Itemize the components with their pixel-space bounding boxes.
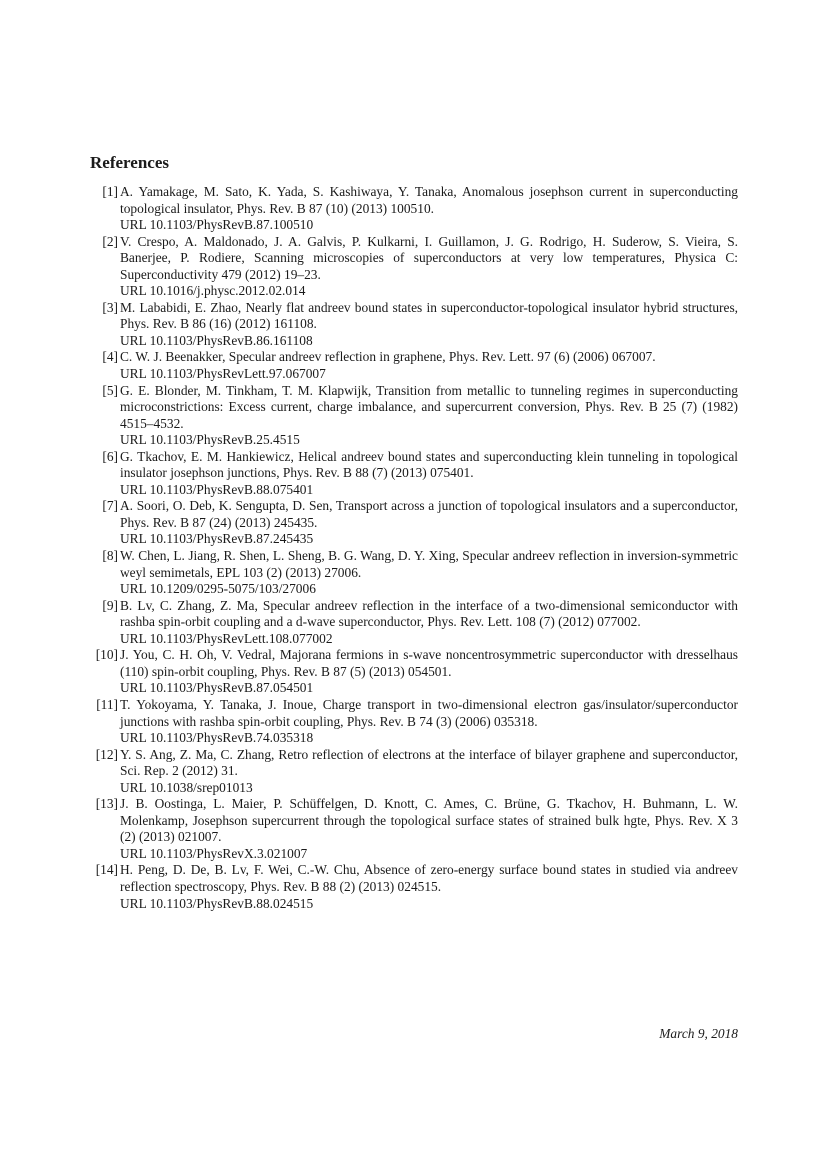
reference-url-link[interactable]: URL 10.1103/PhysRevB.87.100510: [120, 217, 314, 233]
reference-item-11: [90, 697, 738, 747]
reference-item-5: [90, 383, 738, 449]
reference-url-link[interactable]: URL 10.1103/PhysRevB.88.075401: [120, 481, 314, 497]
reference-body: [118, 647, 738, 697]
reference-citation: J. B. Oostinga, L. Maier, P. Schüffelgen, D. Knott, C. Ames, C. Brüne, G. Tkachov, H. Buhmann, L. W. Molenkamp, Josephson supercurrent through the topological surface states of strained bulk hgte, Phys. Rev. X 3 (2) (2013) 021007.: [120, 796, 738, 845]
reference-citation: M. Lababidi, E. Zhao, Nearly flat andreev bound states in superconductor-topological insulator hybrid structures, Phys. Rev. B 86 (16) (2012) 161108.: [120, 299, 738, 332]
reference-list: [90, 184, 738, 912]
reference-url-link[interactable]: URL 10.1103/PhysRevB.74.035318: [120, 730, 314, 746]
references-heading: References: [90, 153, 169, 172]
reference-body: [118, 697, 738, 747]
reference-item-12: [90, 747, 738, 797]
reference-url-link[interactable]: URL 10.1103/PhysRevLett.97.067007: [120, 366, 326, 382]
reference-item-14: [90, 862, 738, 912]
reference-body: [118, 234, 738, 300]
reference-number: [11]: [96, 696, 118, 712]
reference-number: [2]: [102, 233, 118, 249]
reference-item-8: [90, 548, 738, 598]
reference-number: [4]: [102, 349, 118, 365]
reference-item-4: [90, 349, 738, 382]
reference-citation: C. W. J. Beenakker, Specular andreev reflection in graphene, Phys. Rev. Lett. 97 (6) (2006) 067007.: [120, 349, 656, 365]
reference-citation: G. E. Blonder, M. Tinkham, T. M. Klapwijk, Transition from metallic to tunneling regimes in superconducting microconstrictions: Excess current, charge imbalance, and supercurrent conversion, Phys. Rev. B 25 (7) (1982) 4515–4532.: [120, 382, 738, 431]
reference-body: [118, 449, 738, 499]
reference-item-2: [90, 234, 738, 300]
reference-citation: A. Soori, O. Deb, K. Sengupta, D. Sen, Transport across a junction of topological insulators and a superconductor, Phys. Rev. B 87 (24) (2013) 245435.: [120, 498, 738, 530]
reference-body: [118, 300, 738, 350]
reference-number: [10]: [95, 647, 118, 663]
reference-citation: T. Yokoyama, Y. Tanaka, J. Inoue, Charge transport in two-dimensional electron gas/insulator/superconductor junctions with rashba spin-orbit coupling, Phys. Rev. B 74 (3) (2006) 035318.: [120, 696, 738, 729]
reference-body: [118, 747, 738, 797]
reference-number: [1]: [102, 184, 118, 199]
reference-citation: B. Lv, C. Zhang, Z. Ma, Specular andreev reflection in the interface of a two-dimensional semiconductor with rashba spin-orbit coupling and a d-wave superconductor, Phys. Rev. Lett. 108 (7) (2012) 077002.: [120, 597, 738, 630]
reference-body: [118, 383, 738, 449]
reference-url-link[interactable]: URL 10.1016/j.physc.2012.02.014: [120, 283, 306, 299]
reference-body: [118, 548, 738, 598]
reference-item-1: [90, 184, 738, 234]
reference-number: [7]: [102, 498, 118, 514]
page-footer-date: March 9, 2018: [659, 1026, 738, 1041]
reference-citation: Y. S. Ang, Z. Ma, C. Zhang, Retro reflection of electrons at the interface of bilayer graphene and superconductor, Sci. Rep. 2 (2012) 31.: [120, 746, 738, 779]
reference-body: [118, 598, 738, 648]
reference-url-link[interactable]: URL 10.1209/0295-5075/103/27006: [120, 581, 316, 597]
reference-number: [13]: [95, 796, 118, 812]
reference-citation: V. Crespo, A. Maldonado, J. A. Galvis, P. Kulkarni, I. Guillamon, J. G. Rodrigo, H. Suderow, S. Vieira, S. Banerjee, P. Rodiere, Scanning microscopies of superconductors at very low temperatures, Physica C: Superconductivity 479 (2012) 19–23.: [120, 233, 738, 282]
reference-number: [9]: [102, 597, 118, 613]
reference-number: [6]: [102, 448, 118, 464]
reference-url-link[interactable]: URL 10.1103/PhysRevB.86.161108: [120, 332, 313, 348]
reference-body: [118, 349, 738, 382]
reference-item-7: [90, 498, 738, 548]
reference-number: [8]: [102, 548, 118, 564]
reference-body: [118, 498, 738, 548]
reference-url-link[interactable]: URL 10.1038/srep01013: [120, 779, 253, 795]
reference-item-13: [90, 796, 738, 862]
reference-item-9: [90, 598, 738, 648]
reference-url-link[interactable]: URL 10.1103/PhysRevB.87.054501: [120, 680, 314, 696]
reference-url-link[interactable]: URL 10.1103/PhysRevB.87.245435: [120, 531, 314, 547]
reference-citation: A. Yamakage, M. Sato, K. Yada, S. Kashiwaya, Y. Tanaka, Anomalous josephson current in superconducting topological insulator, Phys. Rev. B 87 (10) (2013) 100510.: [120, 184, 738, 216]
reference-citation: H. Peng, D. De, B. Lv, F. Wei, C.-W. Chu, Absence of zero-energy surface bound states in studied via andreev reflection spectroscopy, Phys. Rev. B 88 (2) (2013) 024515.: [120, 862, 738, 894]
reference-url-link[interactable]: URL 10.1103/PhysRevLett.108.077002: [120, 630, 333, 646]
reference-url-link[interactable]: URL 10.1103/PhysRevX.3.021007: [120, 845, 308, 861]
reference-item-6: [90, 449, 738, 499]
reference-citation: J. You, C. H. Oh, V. Vedral, Majorana fermions in s-wave noncentrosymmetric superconductor with dresselhaus (110) spin-orbit coupling, Phys. Rev. B 87 (5) (2013) 054501.: [120, 647, 738, 679]
reference-citation: G. Tkachov, E. M. Hankiewicz, Helical andreev bound states and superconducting klein tunneling in topological insulator josephson junctions, Phys. Rev. B 88 (7) (2013) 075401.: [120, 448, 738, 481]
reference-body: [118, 796, 738, 862]
reference-number: [5]: [102, 382, 118, 398]
reference-item-3: [90, 300, 738, 350]
reference-url-link[interactable]: URL 10.1103/PhysRevB.88.024515: [120, 895, 314, 911]
reference-url-link[interactable]: URL 10.1103/PhysRevB.25.4515: [120, 432, 300, 448]
reference-number: [3]: [102, 299, 118, 315]
reference-number: [14]: [95, 862, 118, 878]
reference-number: [12]: [95, 746, 118, 762]
reference-citation: W. Chen, L. Jiang, R. Shen, L. Sheng, B. G. Wang, D. Y. Xing, Specular andreev reflection in inversion-symmetric weyl semimetals, EPL 103 (2) (2013) 27006.: [120, 548, 738, 580]
reference-item-10: [90, 647, 738, 697]
reference-body: [118, 862, 738, 912]
reference-body: [118, 184, 738, 234]
